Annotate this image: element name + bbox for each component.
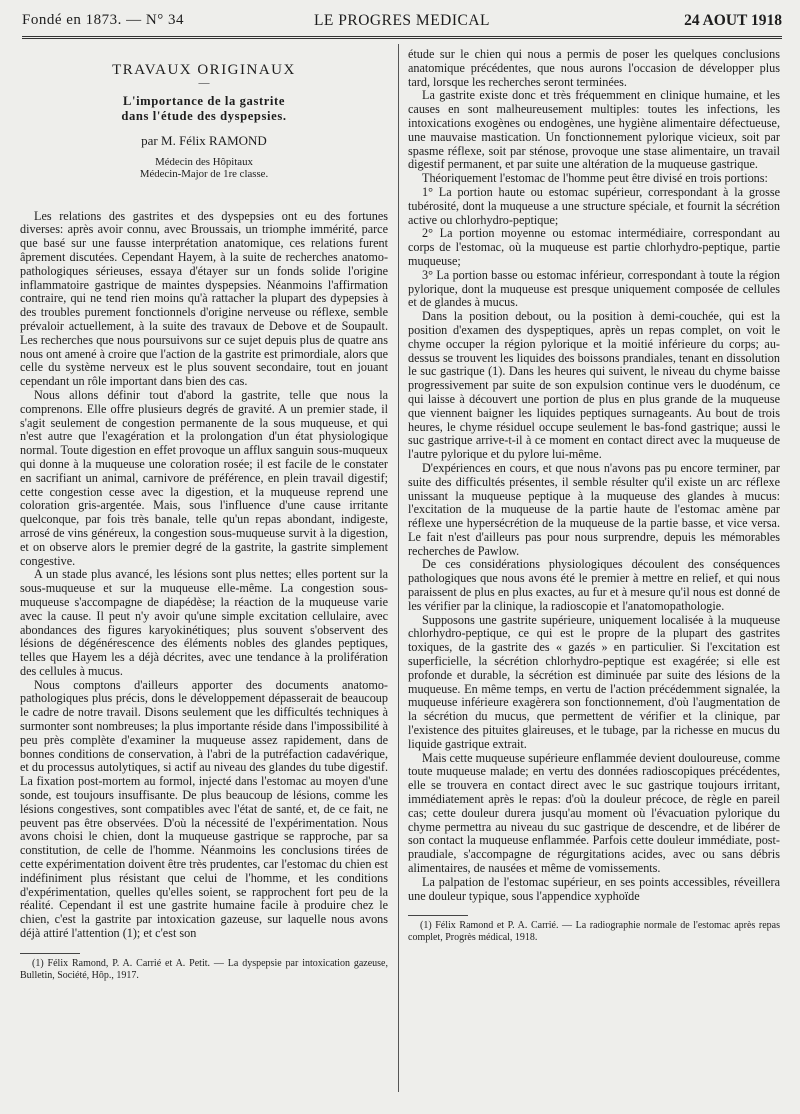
- paragraph: 3° La portion basse ou estomac inférieur, correspondant à toute la région pylorique, dont la muqueuse est presque uniquement composée de cellules et de glandes à mucus.: [408, 267, 780, 310]
- article-title: [20, 94, 388, 124]
- paragraph: Théoriquement l'estomac de l'homme peut être divisé en trois portions:: [422, 171, 768, 186]
- paragraph: La gastrite existe donc et très fréquemment en clinique humaine, et les causes en sont malheureusement multiples: toutes les infections, les intoxications exogènes ou endogènes, une hygiène alimentaire défectueuse, une mauvaise mastication. Un fonctionnement pylorique vicieux, soit par spasme réflexe, soit par sténose, provoque une stase alimentaire, un travail digestif permanent, et par suite une altération de la muqueuse gastrique.: [408, 88, 780, 172]
- author-affiliation: [20, 156, 388, 180]
- paragraph: Nous allons définir tout d'abord la gastrite, telle que nous la comprenons. Elle offre plusieurs degrés de gravité. A un premier stade, il s'agit seulement de congestion permanente de la sous muqueuse, et qui n'est autre que l'exagération et la prolongation d'un état physiologique normal. Toute digestion en effet provoque un afflux sanguin sous-muqueux qui donne à la muqueuse une coloration rosée; il est facile de le constater en sacrifiant un animal, carnivore de préférence, en plein travail digestif; cette congestion cesse avec la digestion, et la muqueuse reprend une coloration gris-argentée. Mais, sous l'influence d'une cause irritante quelconque, par fois très banale, telle qu'un repas abondant, indigeste, arrosé de vins généreux, la congestion sous-muqueuse survit à la digestion, et on observe alors le premier degré de la gastrite, la gastrite simplement congestive.: [20, 387, 388, 568]
- header-rule: [22, 36, 782, 39]
- column-divider: [398, 44, 399, 1092]
- left-column: [20, 48, 388, 982]
- right-column: [408, 48, 780, 944]
- paragraph: Nous comptons d'ailleurs apporter des documents anatomo-pathologiques plus précis, dons le développement dépasserait de beaucoup le cadre de notre travail. Disons seulement que les difficultés techniques à surmonter sont nombreuses; la plus importante réside dans l'impossibilité à peu près complète d'examiner la muqueuse assez rapidement, dans de bonnes conditions de conservation, à l'abri de la putréfaction cadavérique, et du processus autolytiques, si actif au niveau des glandes du tube digestif. La fixation post-mortem au formol, injecté dans l'estomac au moyen d'une sonde, est toujours insuffisante. De plus beaucoup de lésions, comme les lésions congestives, sont compatibles avec l'état de santé, et, de ce fait, ne peuvent pas être observées. D'où la nécessité de l'expérimentation. Nous avons choisi le chien, dont la muqueuse gastrique se rapproche, par sa constitution, de celle de l'homme. Néanmoins les conclusions tirées de cette expérimentation doivent être très prudentes, car l'estomac du chien est indéfiniment plus résistant que celui de l'homme, et les conditions d'expérimentation, quelles qu'elles soient, se rapprochent fort peu de la réalité. Cependant il est une gastrite humaine facile à produire chez le chien, c'est la gastrite par intoxication gazeuse, sur laquelle nous avons déjà attiré l'attention (1); et c'est son: [20, 677, 389, 941]
- paragraph: La palpation de l'estomac supérieur, en ses points accessibles, réveillera une douleur typique, sous l'appendice xyphoïde: [408, 874, 780, 903]
- paragraph: A un stade plus avancé, les lésions sont plus nettes; elles portent sur la sous-muqueuse et sur la muqueuse elle-même. La congestion sous-muqueuse s'accompagne de diapédèse; la réaction de la muqueuse varie avec la cause. Il peut n'y avoir qu'une simple excitation cellulaire, avec abondances des figures karyokinétiques; plus souvent s'observent des lésions de dégénérescence des éléments nobles des glandes peptiques, telles que Hayem les a déjà décrites, avec une tendance à la prolifération des cellules à mucus.: [20, 567, 388, 678]
- paragraph: Mais cette muqueuse supérieure enflammée devient douloureuse, comme toute muqueuse malade; en vertu des données radioscopiques précédentes, elle se trouvera en contact direct avec le suc gastrique toujours irritant, immédiatement après le repas: d'où la douleur précoce, de règle en pareil cas; cette douleur durera jusqu'au moment où l'évacuation pylorique du chyme permettra au niveau du suc gastrique de descendre, et de libérer de son contact la muqueuse enflammée. Parfois cette douleur immédiate, post-praudiale, s'accompagne de régurgitations acides, avec ou sans débris alimentaires, de nausées et même de vomissements.: [408, 750, 780, 876]
- footnote: (1) Félix Ramond et P. A. Carrié. — La radiographie normale de l'estomac après repas complet, Progrès médical, 1918.: [408, 920, 780, 944]
- affiliation-line-2: Médecin-Major de 1re classe.: [139, 167, 269, 180]
- journal-name: LE PROGRES MEDICAL: [313, 12, 491, 29]
- paragraph: 2° La portion moyenne ou estomac intermédiaire, correspondant au corps de l'estomac, où la muqueuse est partie chlorhydro-peptique, partie muqueuse;: [408, 226, 780, 268]
- footnote: (1) Félix Ramond, P. A. Carrié et A. Petit. — La dyspepsie par intoxication gazeuse, Bulletin, Société, Hôp., 1917.: [20, 957, 388, 981]
- article-author: par M. Félix RAMOND: [141, 132, 267, 148]
- footnote-rule: [408, 915, 468, 916]
- affiliation-line-1: Médecin des Hôpitaux: [155, 155, 253, 168]
- paragraph: 1° La portion haute ou estomac supérieur, correspondant à la grosse tubérosité, dont la muqueuse a une structure spéciale, et fournit la sécrétion active ou chlorhydro-peptique;: [408, 184, 780, 227]
- article-title-line-2: dans l'étude des dyspepsies.: [121, 108, 287, 123]
- paragraph: Les relations des gastrites et des dyspepsies ont eu des fortunes diverses: après avoir connu, avec Broussais, un triomphe immérité, parce que basé sur une fausse interprétation anatomique, ces relations furent âprement discutées. Cependant Hayem, à la suite de recherches anatomo-pathologiques sérieuses, essaya d'étayer sur un fonds solide l'origine inflammatoire gastrique de maintes dyspepsies. Néanmoins l'affirmation contraire, qui ne tend rien moins qu'à rattacher la plupart des dypepsies à des troubles purement fonctionnels d'origine nerveuse ou réflexe, semble prévaloir actuellement, à la suite des travaux de Debove et de Soupault. Les recherches que nous poursuivons sur ce sujet depuis plus de quatre ans nous ont amené à croire que l'action de la gastrite est primordiale, alors que celle du système nerveux est le plus souvent secondaire, tout en jouant cependant un rôle important dans bien des cas.: [20, 208, 388, 389]
- issue-date: 24 AOUT 1918: [684, 12, 782, 29]
- section-title: TRAVAUX ORIGINAUX: [112, 62, 296, 78]
- paragraph: Supposons une gastrite supérieure, uniquement localisée à la muqueuse chlorhydro-peptique, ce qui est le propre de la plupart des gastrites toxiques, de la gastrite des « gazés » en particulier. Si l'excitation est superficielle, la sécrétion chlorhydro-peptique est exagérée; si elle est profonde et durable, la sécrétion est diminuée par suite des lésions de la muqueuse. En même temps, en vertu de l'action précédemment signalée, la muqueuse inférieure exagèrera son fonctionnement, d'où l'augmentation de la sécrétion du mucus, que permettent de vérifier et la clinique, par l'existence des pituites glaireuses, et le tubage, par la richesse en mucus du liquide gastrique extrait.: [408, 612, 780, 751]
- title-dash: —: [198, 76, 210, 89]
- paragraph: Dans la position debout, ou la position à demi-couchée, qui est la position d'examen des dyspeptiques, après un repas complet, on voit le chyme occuper la région pylorique et la moitié inférieure du corps; au-dessus se trouvent les liquides des boissons prandiales, tenant en dissolution le suc gastrique (1). Dans les heures qui suivent, le niveau du chyme baisse progressivement par suite de son expulsion continue vers le duodénum, ce qui laisse à découvert une portion de plus en plus grande de la muqueuse que viennent baigner les liquides peptiques surnageants. Au bout de trois heures, le chyme résiduel occupe seulement le bas-fond gastrique; aussi le suc gastrique arrive-t-il à ce moment en contact direct avec la muqueuse de l'autre pylorique et du pylore lui-même.: [408, 309, 780, 462]
- page-header: [22, 12, 782, 34]
- paragraph: étude sur le chien qui nous a permis de poser les quelques conclusions anatomique précédentes, que nous aurons l'occasion de développer plus tard, lorsque les recherches seront terminées.: [408, 47, 780, 89]
- footnote-rule: [20, 953, 80, 954]
- article-title-line-1: L'importance de la gastrite: [122, 93, 286, 108]
- founded-issue: Fondé en 1873. — N° 34: [22, 12, 184, 28]
- paragraph: D'expériences en cours, et que nous n'avons pas pu encore terminer, par suite des difficultés présentes, il semble résulter qu'il existe un arc réflexe unissant la muqueuse peptique à la muqueuse des glandes à mucus: l'excitation de la muqueuse de la partie haute de l'estomac amène par réflexe une hypersécrétion de la muqueuse de la partie basse, et vice versa. Le fait n'est d'ailleurs pas pour nous surprendre, depuis les mémorables recherches de Pawlow.: [408, 460, 780, 558]
- paragraph: De ces considérations physiologiques découlent des conséquences pathologiques que nous avons été le premier à mettre en relief, et qui nous paraissent de plus en plus exactes, au fur et à mesure qu'il nous est donné de les vérifier par la clinique, la radioscopie et l'anatomopathologie.: [408, 557, 780, 613]
